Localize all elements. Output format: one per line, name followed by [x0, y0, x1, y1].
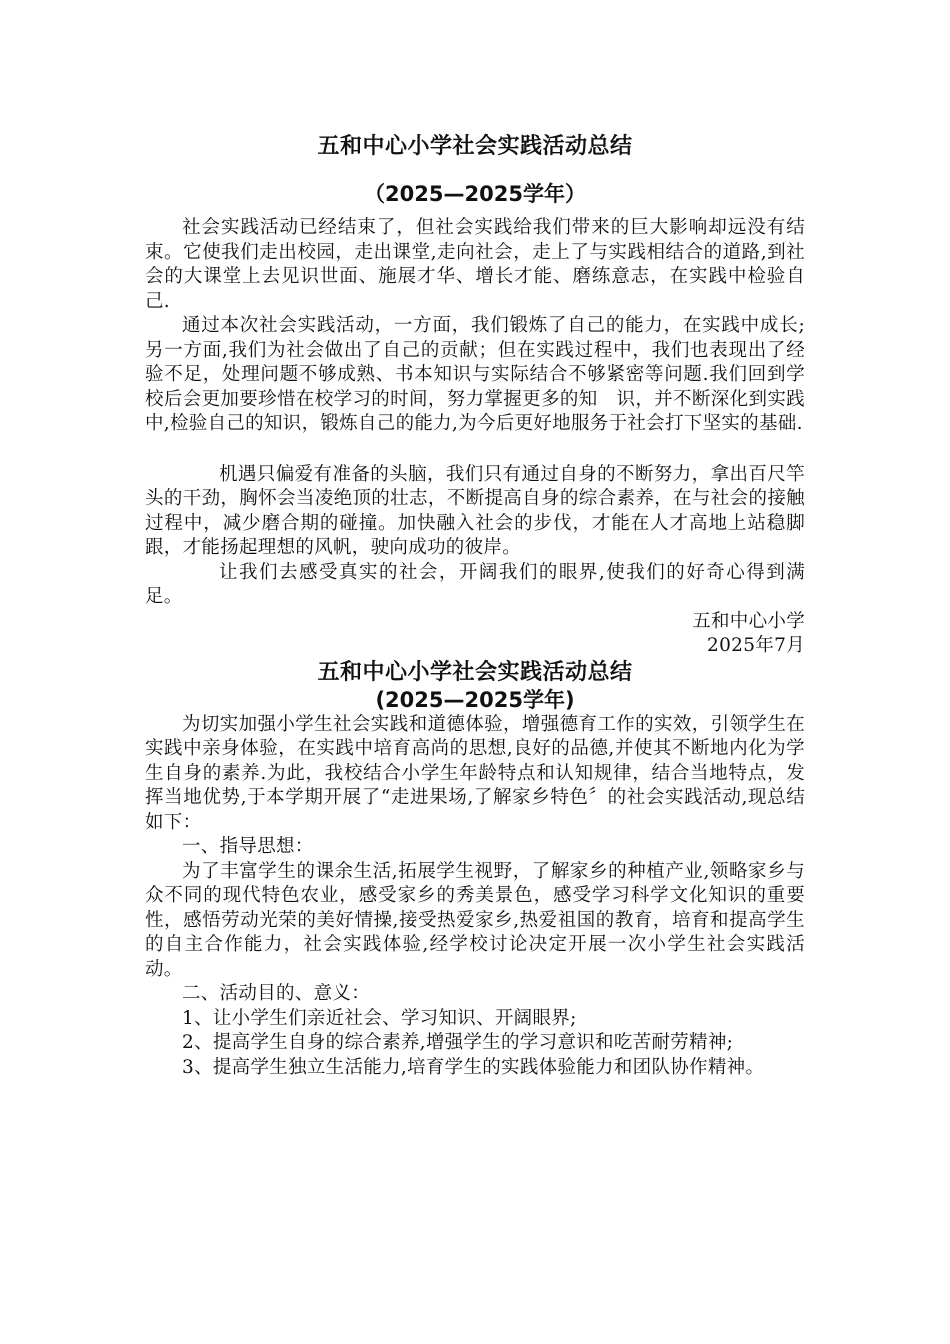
doc1-paragraph-1: 社会实践活动已经结束了，但社会实践给我们带来的巨大影响却远没有结束。它使我们走出校园，走出课堂,走向社会，走上了与实践相结合的道路,到社会的大课堂上去见识世面、施展才华、增长才能、磨练意志，在实践中检验自己.	[145, 217, 805, 312]
doc2-section1-text: 为了丰富学生的课余生活,拓展学生视野，了解家乡的种植产业,领略家乡与众不同的现代特色农业，感受家乡的秀美景色，感受学习科学文化知识的重要性，感悟劳动光荣的美好情操,接受热爱家乡,热爱祖国的教育，培育和提高学生的自主合作能力，社会实践体验,经学校讨论决定开展一次小学生社会实践活动。	[145, 860, 805, 980]
doc2-list-item-3: 3、提高学生独立生活能力,培育学生的实践体验能力和团队协作精神。	[182, 1056, 765, 1078]
doc1-title: 五和中心小学社会实践活动总结	[317, 134, 633, 159]
doc2-list-item-1: 1、让小学生们亲近社会、学习知识、开阔眼界;	[182, 1007, 577, 1029]
doc2-list-item-2: 2、提高学生自身的综合素养,增强学生的学习意识和吃苦耐劳精神;	[182, 1032, 734, 1053]
doc1-subtitle: （2025—2025学年）	[364, 182, 586, 206]
doc2-section2-heading: 二、活动目的、意义：	[182, 983, 371, 1004]
doc2-section1-heading: 一、指导思想：	[182, 836, 314, 857]
doc1-signature-org: 五和中心小学	[692, 610, 805, 632]
doc2-intro: 为切实加强小学生社会实践和道德体验，增强德育工作的实效，引领学生在实践中亲身体验，在实践中培育高尚的思想,良好的品德,并使其不断地内化为学生自身的素养.为此，我校结合小学生年龄特点和认知规律，结合当地特点，发挥当地优势,于本学期开展了“走进果场,了解家乡特色〞的社会实践活动,现总结如下：	[145, 713, 805, 833]
doc1-paragraph-2: 通过本次社会实践活动，一方面，我们锻炼了自己的能力，在实践中成长;另一方面,我们为社会做出了自己的贡献；但在实践过程中，我们也表现出了经验不足，处理问题不够成熟、书本知识与实际结合不够紧密等问题.我们回到学校后会更加要珍惜在校学习的时间，努力掌握更多的知 识，并不断深化到实践中,检验自己的知识，锻炼自己的能力,为今后更好地服务于社会打下坚实的基础.	[145, 315, 805, 434]
doc1-paragraph-4: 让我们去感受真实的社会，开阔我们的眼界,使我们的好奇心得到满足。	[145, 561, 805, 607]
doc1-signature-date: 2025年7月	[707, 635, 805, 656]
doc2-subtitle: (2025—2025学年)	[375, 687, 575, 712]
doc1-paragraph-3: 机遇只偏爱有准备的头脑，我们只有通过自身的不断努力，拿出百尺竿头的干劲，胸怀会当凌绝顶的壮志，不断提高自身的综合素养，在与社会的接触过程中，减少磨合期的碰撞。加快融入社会的步伐，才能在人才高地上站稳脚跟，才能扬起理想的风帆，驶向成功的彼岸。	[145, 463, 805, 558]
doc2-title: 五和中心小学社会实践活动总结	[317, 659, 633, 685]
document-page	[145, 130, 805, 1080]
